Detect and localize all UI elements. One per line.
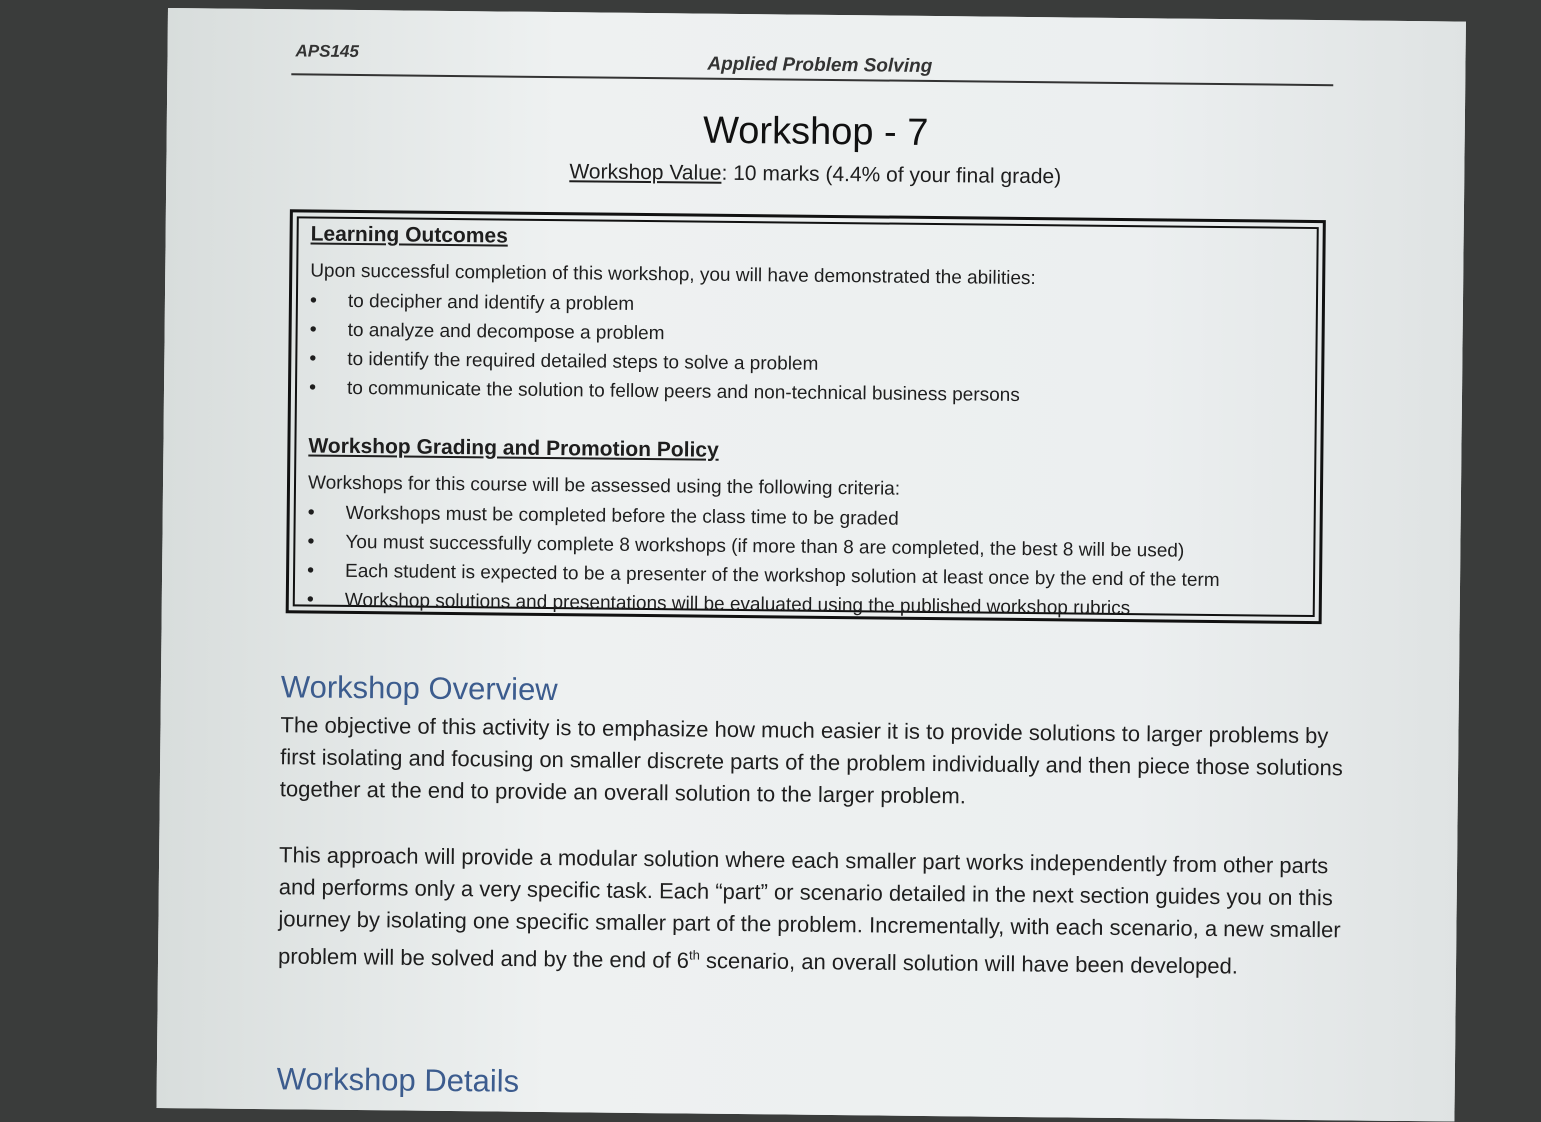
list-item: • You must successfully complete 8 workshops (if more than 8 are completed, the best 8 will be used) [307,527,1220,566]
list-item: • Workshop solutions and presentations will be evaluated using the published workshop rubrics [307,585,1220,624]
list-item: • to communicate the solution to fellow peers and non-technical business persons [309,373,1020,409]
overview-heading: Workshop Overview [280,669,558,708]
outcomes-policy-box [286,209,1326,624]
list-item: • Workshops must be completed before the class time to be graded [308,498,1221,537]
list-item: • to identify the required detailed steps to solve a problem [309,345,1020,381]
workshop-value-label: Workshop Value [569,160,722,185]
learning-outcomes-list [309,287,1021,410]
list-item: • to analyze and decompose a problem [309,316,1020,352]
overview-paragraph-2: This approach will provide a modular solution where each smaller part works independently from other parts and performs only a very specific task. Each “part” or scenario detailed in the next section guides you on this journey by isolating one specific smaller part of the problem. Incrementally, with each scenario, a new smaller problem will be solved and by the end of 6th scenario, an overall solution will have been developed. [277,842,1341,979]
document-page [156,8,1465,1122]
grading-policy-heading: Workshop Grading and Promotion Policy [308,434,719,462]
learning-outcomes-intro: Upon successful completion of this workshop, you will have demonstrated the abilities: [310,260,1036,290]
overview-paragraph-1: The objective of this activity is to emphasize how much easier it is to provide solutions to larger problems by first isolating and focusing on smaller discrete parts of the problem individually and then piece those solutions together at the end to provide an overall solution to the larger problem. [279,712,1343,809]
learning-outcomes-heading: Learning Outcomes [310,222,508,248]
list-item: • to decipher and identify a problem [310,287,1021,323]
list-item: • Each student is expected to be a presenter of the workshop solution at least once by the end of the term [307,556,1220,595]
grading-policy-list [307,498,1221,624]
workshop-value [166,156,1464,194]
workshop-value-text: : 10 marks (4.4% of your final grade) [721,161,1062,189]
course-name: Applied Problem Solving [707,53,933,78]
page-title: Workshop - 7 [702,109,929,154]
course-code: APS145 [295,41,359,62]
workshop-details-heading: Workshop Details [276,1061,520,1099]
grading-policy-intro: Workshops for this course will be assessed using the following criteria: [307,472,901,500]
